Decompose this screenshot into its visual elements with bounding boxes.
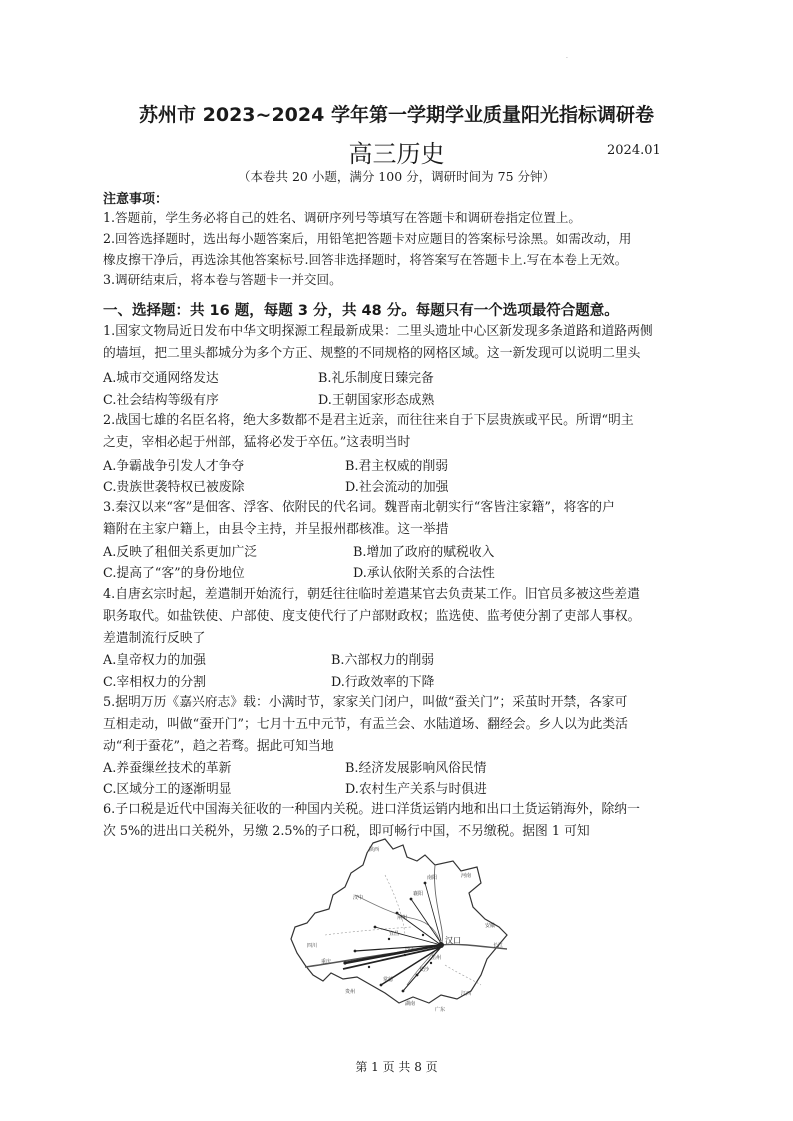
map-label: 广东 [435,1007,446,1013]
notice-line: 3.调研结束后，将本卷与答题卡一并交回。 [103,272,342,287]
map-label: 陕西 [369,847,380,853]
map-label: 湖南 [405,1001,416,1007]
question-1-option-a: A.城市交通网络发达 [103,371,219,386]
question-2-option-c: C.贵族世袭特权已被废除 [103,480,245,495]
map-label: 重庆 [321,959,332,965]
province-border [385,875,408,935]
map-label: 襄阳 [413,891,424,897]
question-4-option-a: A.皇帝权力的加强 [103,653,206,668]
map-label: 江西 [461,991,472,997]
question-line: 动“利于蚕花”，趋之若骛。据此可知当地 [103,739,334,754]
notice-line: 2.回答选择题时，选出每小题答案后，用铅笔把答题卡对应题目的答案标号涂黑。如需改动，用 [103,231,632,246]
map-label: 河南 [461,873,472,879]
map-label: 常德 [383,977,394,983]
question-3-option-a: A.反映了租佃关系更加广泛 [103,545,258,560]
question-line: 5.据明万历《嘉兴府志》载：小满时节，家家关门闭户，叫做“蚕关门”；采茧时开禁，各家可 [103,695,628,710]
question-3-stem [103,497,700,541]
question-2-option-d: D.社会流动的加强 [345,480,449,495]
question-line: 互相走动，叫做“蚕开门”；七月十五中元节，有盂兰会、水陆道场、翻经会。乡人以为此类活 [103,717,628,732]
question-5-option-b: B.经济发展影响风俗民情 [345,761,487,776]
question-3-option-c: C.提高了“客”的身份地位 [103,566,245,581]
map-label: 荆州 [397,915,408,921]
question-4-stem [103,584,700,650]
question-5-option-c: C.区域分工的逐渐明显 [103,782,232,797]
question-2-stem [103,410,700,454]
section-title: 一、选择题：共 16 题，每题 3 分，共 48 分。每题只有一个选项最符合题意。 [103,303,619,319]
question-line: 2.战国七雄的名臣名将，绝大多数都不是君主近亲，而往往来自于下层贵族或平民。所谓“明主 [103,413,634,428]
question-4-option-d: D.行政效率的下降 [331,675,435,690]
question-4-option-b: B.六部权力的削弱 [331,653,435,668]
question-line: 3.秦汉以来“客”是佃客、浮客、依附民的代名词。魏晋南北朝实行“客皆注家籍”，将客的户 [103,500,615,515]
question-5-stem [103,692,700,758]
question-4-option-c: C.宰相权力的分割 [103,675,206,690]
question-line: 次 5%的进出口关税外，另缴 2.5%的子口税，即可畅行中国，不另缴税。据图 1 可知 [103,824,590,839]
subject-title: 高三历史 [348,140,445,168]
question-line: 1.国家文物局近日发布中华文明探源工程最新成果：二里头遗址中心区新发现多条道路和道路两侧 [103,324,653,339]
question-line: 的墙垣，把二里头都城分为多个方正、规整的不同规格的网格区域。这一新发现可以说明二里头 [103,346,641,361]
map-label: 长沙 [419,967,430,973]
province-border [445,965,481,985]
question-line: 之吏，宰相必起于州部，猛将必发于卒伍。”这表明当时 [103,435,411,450]
map-label: 贵州 [345,989,356,995]
exam-date: 2024.01 [607,143,661,158]
question-1-stem [103,321,700,365]
scan-mark: · [566,55,568,62]
map-label: 汉中 [353,895,364,901]
question-2-option-b: B.君主权威的削弱 [345,459,449,474]
question-2-option-a: A.争霸战争引发人才争夺 [103,459,245,474]
map-label: 宜昌 [389,931,400,937]
notice-heading: 注意事项： [103,192,169,207]
question-3-option-d: D.承认依附关系的合法性 [353,566,495,581]
exam-info: （本卷共 20 小题，满分 100 分，调研时间为 75 分钟） [237,169,555,184]
question-1-option-c: C.社会结构等级有序 [103,393,219,408]
question-5-option-d: D.农村生产关系与时俱进 [345,782,487,797]
question-line: 6.子口税是近代中国海关征收的一种国内关税。进口洋货运销内地和出口土货运销海外，除纳一 [103,802,640,817]
map-label: 长江 [493,943,504,949]
question-1-option-d: D.王朝国家形态成熟 [318,393,435,408]
question-line: 差遣制流行反映了 [103,631,206,646]
map-label: 安徽 [485,923,496,929]
map-boundary [291,839,507,1003]
question-3-option-b: B.增加了政府的赋税收入 [353,545,495,560]
question-line: 籍附在主家户籍上，由县令主持，并呈报州郡核准。这一举措 [103,522,449,537]
page-footer: 第 1 页 共 8 页 [355,1060,438,1074]
exam-title: 苏州市 2023~2024 学年第一学期学业质量阳光指标调研卷 [139,104,654,126]
question-line: 职务取代。如盐铁使、户部使、度支使代行了户部财政权；监选使、监考使分割了吏部人事权。 [103,609,641,624]
map-hub-label: 汉口 [445,936,461,945]
map-label: 南阳 [427,875,438,881]
map-label: 沙市 [405,947,416,953]
notice-line: 1.答题前，学生务必将自己的姓名、调研序列号等填写在答题卡和调研卷指定位置上。 [103,210,581,225]
figure-1-map [285,835,540,1015]
question-5-option-a: A.养蚕缫丝技术的革新 [103,761,232,776]
question-1-option-b: B.礼乐制度日臻完备 [318,371,434,386]
question-line: 4.自唐玄宗时起，差遣制开始流行，朝廷往往临时差遣某官去负责某工作。旧官员多被这些差遣 [103,587,640,602]
map-label: 岳州 [431,955,442,961]
notice-line: 橡皮擦干净后，再选涂其他答案标号.回答非选择题时，将答案写在答题卡上.写在本卷上无效。 [103,252,628,267]
map-label: 四川 [307,943,318,949]
